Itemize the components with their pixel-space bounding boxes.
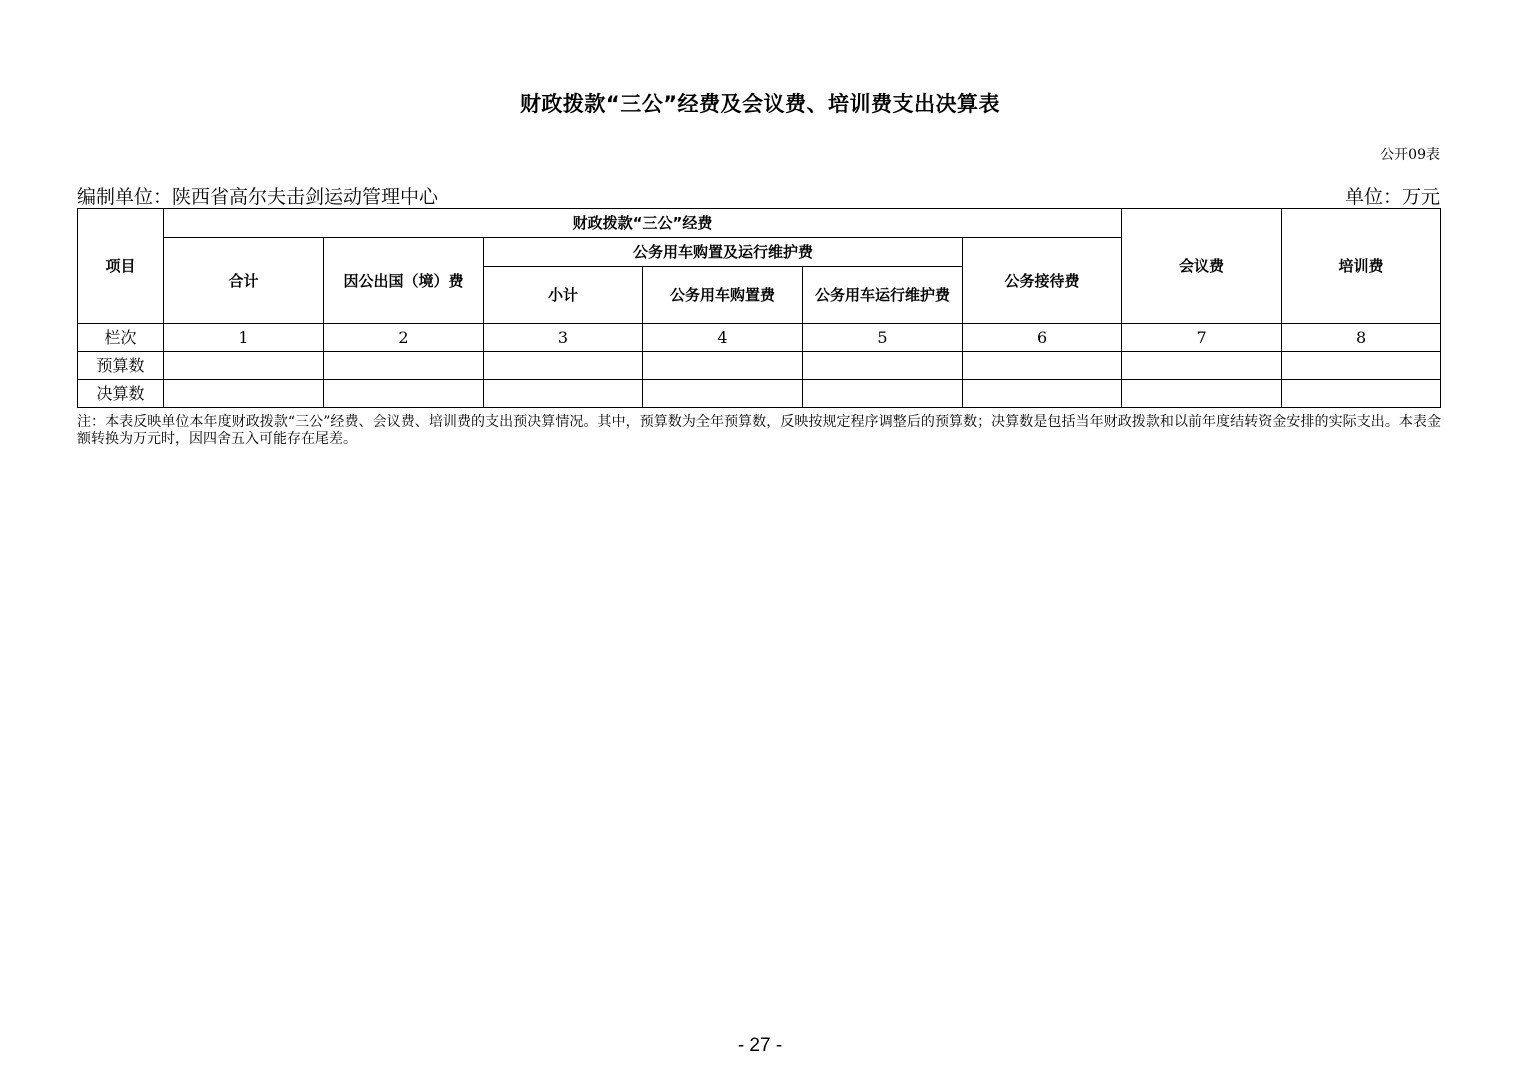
table-cell (803, 380, 963, 408)
header-total: 合计 (164, 238, 324, 324)
table-row (78, 380, 1441, 408)
report-title: 财政拨款“三公”经费及会议费、培训费支出决算表 (519, 92, 1001, 116)
table-cell: 8 (1282, 324, 1441, 352)
table-cell: 5 (803, 324, 963, 352)
table-cell (803, 352, 963, 380)
table-cell (324, 380, 484, 408)
form-code: 公开09表 (1380, 147, 1440, 163)
table-cell: 4 (643, 324, 803, 352)
table-cell (1122, 352, 1282, 380)
header-vehicle-purchase: 公务用车购置费 (643, 267, 803, 324)
header-training: 培训费 (1282, 209, 1441, 324)
report-meta-row (77, 182, 1440, 208)
expenditure-table (77, 208, 1441, 408)
table-footnote: 注：本表反映单位本年度财政拨款“三公”经费、会议费、培训费的支出预决算情况。其中，预算数为全年预算数，反映按规定程序调整后的预算数；决算数是包括当年财政拨款和以前年度结转资金安排的实际支出。本表金额转换为万元时，因四舍五入可能存在尾差。 (77, 414, 1441, 447)
table-cell: 1 (164, 324, 324, 352)
table-cell (484, 380, 643, 408)
table-cell: 7 (1122, 324, 1282, 352)
header-vehicle-operation: 公务用车运行维护费 (803, 267, 963, 324)
table-cell (963, 352, 1122, 380)
header-abroad: 因公出国（境）费 (324, 238, 484, 324)
header-item: 项目 (78, 209, 164, 324)
header-reception: 公务接待费 (963, 238, 1122, 324)
header-vehicle-group: 公务用车购置及运行维护费 (484, 238, 963, 267)
table-cell (643, 352, 803, 380)
table-cell: 6 (963, 324, 1122, 352)
table-cell: 2 (324, 324, 484, 352)
row-label: 决算数 (78, 380, 164, 408)
table-row (78, 352, 1441, 380)
table-cell (1122, 380, 1282, 408)
table-cell: 3 (484, 324, 643, 352)
table-cell (484, 352, 643, 380)
table-cell (1282, 352, 1441, 380)
table-cell (643, 380, 803, 408)
organization-label: 编制单位：陕西省高尔夫击剑运动管理中心 (77, 186, 439, 208)
table-cell (324, 352, 484, 380)
page-number: - 27 - (737, 1035, 783, 1056)
row-label: 预算数 (78, 352, 164, 380)
table-cell (164, 380, 324, 408)
row-label: 栏次 (78, 324, 164, 352)
table-row (78, 324, 1441, 352)
currency-unit-label: 单位：万元 (1344, 186, 1440, 208)
table-cell (1282, 380, 1441, 408)
header-subtotal: 小计 (484, 267, 643, 324)
header-sangong-group: 财政拨款“三公”经费 (164, 209, 1122, 238)
table-cell (164, 352, 324, 380)
header-meeting: 会议费 (1122, 209, 1282, 324)
table-cell (963, 380, 1122, 408)
